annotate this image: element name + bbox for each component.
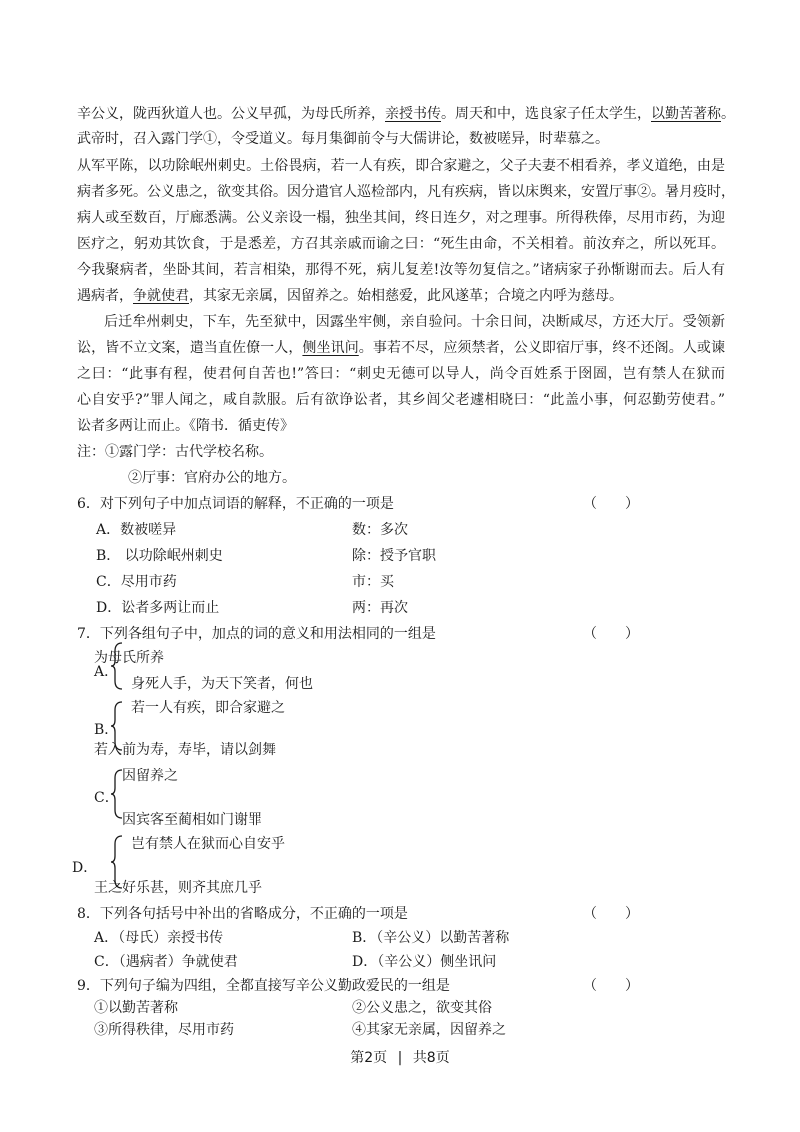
q6-option-b: B． 以功除岷州刺史 bbox=[96, 548, 223, 564]
passage-p1-line2: 武帝时，召入露门学①，令受道义。每月集御前令与大儒讲论，数被嗟异，时辈慕之。 bbox=[77, 131, 609, 147]
q6-option-d-gloss: 两：再次 bbox=[352, 600, 408, 616]
q9-option-4: ④其家无亲属，因留养之 bbox=[352, 1022, 506, 1038]
q7-c-line1: 因留养之 bbox=[122, 768, 178, 784]
q8-option-b: B．（辛公义）以勤苦著称 bbox=[352, 930, 510, 946]
passage-p2-line4: 医疗之，躬劝其饮食，于是悉差，方召其亲戚而谕之曰：“死生由命，不关相着。前汝弃之，所以死耳。 bbox=[77, 236, 725, 252]
q7-c-line2: 因宾客至蔺相如门谢罪 bbox=[122, 812, 262, 828]
q9-option-3: ③所得秩律，尽用市药 bbox=[94, 1022, 234, 1038]
note-1: 注：①露门学：古代学校名称。 bbox=[77, 444, 273, 460]
q7-b-label: B． bbox=[94, 722, 119, 738]
text-span: 。周天和中，选良家子任太学生， bbox=[441, 106, 651, 122]
passage-p1-line1 bbox=[77, 106, 735, 122]
passage-p3-line2 bbox=[77, 340, 725, 356]
q7-a-brace bbox=[110, 641, 124, 691]
q6-option-c-gloss: 市：买 bbox=[352, 574, 394, 590]
q6-option-a-gloss: 数：多次 bbox=[352, 522, 408, 538]
q8-answer-paren[interactable]: （ ） bbox=[583, 906, 639, 922]
passage-p2-line1: 从军平陈，以功除岷州刺史。土俗畏病，若一人有疾，即合家避之，父子夫妻不相看养，孝义道绝，由是 bbox=[77, 158, 725, 174]
q7-answer-paren[interactable]: （ ） bbox=[583, 626, 639, 642]
q8-stem: 8．下列各句括号中补出的省略成分，不正确的一项是 bbox=[77, 906, 408, 922]
q7-d-line1: 岂有禁人在狱而心自安乎 bbox=[131, 836, 285, 852]
text-span: ，其家无亲属，因留养之。始相慈爱，此风遂革；合境之内呼为慈母。 bbox=[189, 288, 623, 304]
passage-p2-line5: 今我聚病者，坐卧其间，若言相染，那得不死，病儿复差!汝等勿复信之。”诸病家子孙惭谢而去。后人有 bbox=[77, 262, 725, 278]
q6-option-c: C．尽用市药 bbox=[96, 574, 177, 590]
q6-answer-paren[interactable]: （ ） bbox=[583, 496, 639, 512]
q7-b-line1: 若一人有疾，即合家避之 bbox=[131, 700, 285, 716]
q7-b-line2: 若入前为寿，寿毕，请以剑舞 bbox=[94, 742, 276, 758]
passage-p3-line1: 后迁牟州刺史，下车，先至狱中，因露坐牢侧，亲自验问。十余日间，决断咸尽，方还大厅。受领新 bbox=[104, 314, 725, 330]
q9-option-1: ①以勤苦著称 bbox=[94, 1000, 178, 1016]
q7-d-label: D． bbox=[72, 860, 98, 876]
footer-separator: | bbox=[397, 1050, 403, 1066]
q6-option-b-gloss: 除：授予官职 bbox=[352, 548, 436, 564]
q9-option-2: ②公义患之，欲变其俗 bbox=[352, 1000, 492, 1016]
note-2: ②厅事：官府办公的地方。 bbox=[128, 470, 296, 486]
q8-option-a: A．（母氏）亲授书传 bbox=[94, 930, 224, 946]
page-number: 第2页 bbox=[350, 1050, 388, 1066]
text-span: 讼，皆不立文案，遣当直佐僚一人， bbox=[77, 340, 303, 356]
q6-stem: 6．对下列句子中加点词语的解释，不正确的一项是 bbox=[77, 496, 394, 512]
page-footer bbox=[0, 1050, 800, 1066]
page-total: 共8页 bbox=[412, 1050, 450, 1066]
passage-p3-line5: 讼者多两让而止。《隋书．循吏传》 bbox=[77, 418, 294, 434]
underlined-phrase: 侧坐讯问 bbox=[302, 340, 359, 356]
q9-stem: 9．下列句子编为四组，全都直接写辛公义勤政爱民的一组是 bbox=[77, 978, 450, 994]
passage-p3-line3: 之曰：“此事有程，使君何自苦也!”答曰：“刺史无德可以导人，尚令百姓系于囹圄，岂有禁人在狱而 bbox=[77, 366, 725, 382]
text-span: 。 bbox=[721, 106, 735, 122]
q6-option-d: D．讼者多两让而止 bbox=[96, 600, 220, 616]
q9-answer-paren[interactable]: （ ） bbox=[583, 978, 639, 994]
q6-option-a: A．数被嗟异 bbox=[96, 522, 177, 538]
text-span: 辛公义，陇西狄道人也。公义早孤，为母氏所养， bbox=[77, 106, 385, 122]
passage-p2-line3: 病人或至数百，厅廊悉满。公义亲设一榻，独坐其间，终日连夕，对之理事。所得秩俸，尽用市药，为迎 bbox=[77, 210, 725, 226]
passage-p2-line2: 病者多死。公义患之，欲变其俗。因分遣官人巡检部内，凡有疾病，皆以床舆来，安置厅事②。暑月疫时， bbox=[77, 184, 735, 200]
q7-d-line2: 王之好乐甚，则齐其庶几乎 bbox=[94, 880, 262, 896]
q7-c-label: C． bbox=[94, 790, 119, 806]
text-span: 遇病者， bbox=[77, 288, 133, 304]
underlined-phrase: 亲授书传 bbox=[385, 106, 441, 122]
underlined-phrase: 争就使君 bbox=[133, 288, 189, 304]
q8-option-c: C．（遇病者）争就使君 bbox=[94, 954, 238, 970]
underlined-phrase: 以勤苦著称 bbox=[651, 106, 721, 122]
q7-a-label: A． bbox=[94, 664, 119, 680]
q7-a-line1: 为母氏所养 bbox=[94, 650, 164, 666]
q7-stem: 7．下列各组句子中，加点的词的意义和用法相同的一组是 bbox=[77, 626, 436, 642]
passage-p2-line6 bbox=[77, 288, 623, 304]
q7-a-line2: 身死人手，为天下笑者，何也 bbox=[131, 676, 313, 692]
q8-option-d: D．（辛公义）侧坐讯问 bbox=[352, 954, 497, 970]
passage-p3-line4: 心自安乎?”罪人闻之，咸自款服。后有欲诤讼者，其乡闾父老遽相晓曰：“此盖小事，何忍勤劳使君。” bbox=[77, 392, 725, 408]
text-span: 。事若不尽，应须禁者，公义即宿厅事，终不还阁。人或谏 bbox=[358, 340, 726, 356]
